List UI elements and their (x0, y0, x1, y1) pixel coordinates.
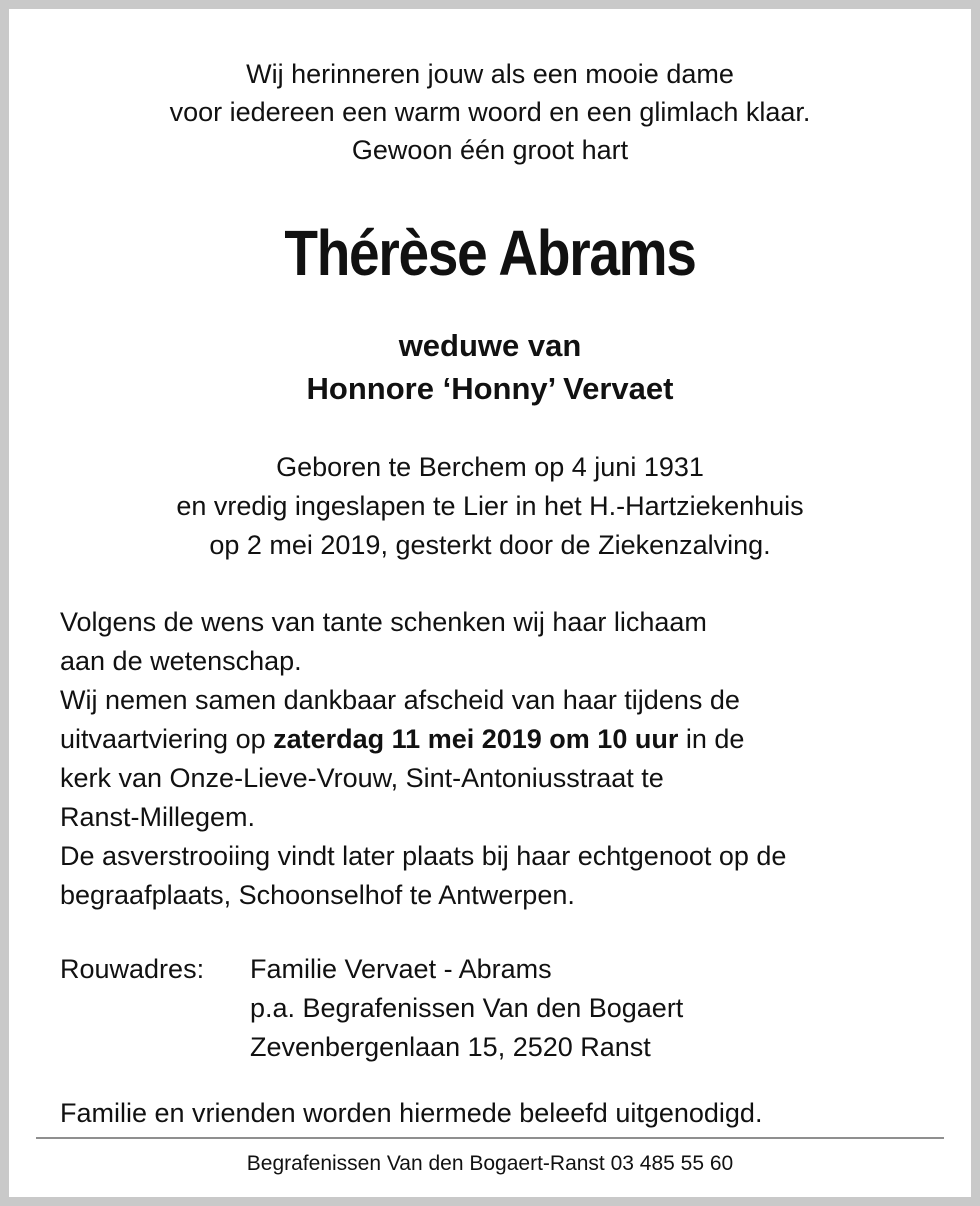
wishes-line-8: begraafplaats, Schoonselhof te Antwerpen. (60, 880, 575, 910)
wishes-line-7: De asverstrooiing vindt later plaats bij haar echtgenoot op de (60, 841, 787, 871)
wishes-line-4 (60, 724, 744, 755)
poem-line-2: voor iedereen een warm woord en een glimlach klaar. (169, 97, 811, 127)
poem-line-1: Wij herinneren jouw als een mooie dame (246, 59, 734, 89)
ceremony-datetime: zaterdag 11 mei 2019 om 10 uur (273, 724, 679, 754)
funeral-home-footer: Begrafenissen Van den Bogaert-Ranst 03 485 55 60 (246, 1152, 734, 1175)
deceased-name: Thérèse Abrams (284, 217, 696, 289)
ceremony-intro: uitvaartviering op (60, 724, 274, 754)
relation-line-1: weduwe van (398, 328, 582, 363)
address-line-1: Familie Vervaet - Abrams (250, 954, 552, 984)
address-line-3: Zevenbergenlaan 15, 2520 Ranst (250, 1032, 651, 1062)
wishes-line-2: aan de wetenschap. (60, 646, 302, 676)
dates-line-1: Geboren te Berchem op 4 juni 1931 (276, 452, 704, 482)
address-line-2: p.a. Begrafenissen Van den Bogaert (250, 993, 684, 1023)
invitation-text: Familie en vrienden worden hiermede beleefd uitgenodigd. (60, 1098, 763, 1128)
poem-line-3: Gewoon één groot hart (351, 135, 629, 165)
address-label: Rouwadres: (60, 954, 205, 984)
dates-line-3: op 2 mei 2019, gesterkt door de Ziekenzalving. (209, 530, 771, 560)
wishes-line-1: Volgens de wens van tante schenken wij haar lichaam (60, 607, 707, 637)
wishes-line-3: Wij nemen samen dankbaar afscheid van haar tijdens de (60, 685, 740, 715)
spouse-name: Honnore ‘Honny’ Vervaet (306, 371, 674, 406)
wishes-line-6: Ranst-Millegem. (60, 802, 256, 832)
ceremony-intro-end: in de (678, 724, 745, 754)
wishes-line-5: kerk van Onze-Lieve-Vrouw, Sint-Antoniusstraat te (60, 763, 664, 793)
footer-divider (36, 1137, 944, 1139)
dates-line-2: en vredig ingeslapen te Lier in het H.-Hartziekenhuis (176, 491, 804, 521)
